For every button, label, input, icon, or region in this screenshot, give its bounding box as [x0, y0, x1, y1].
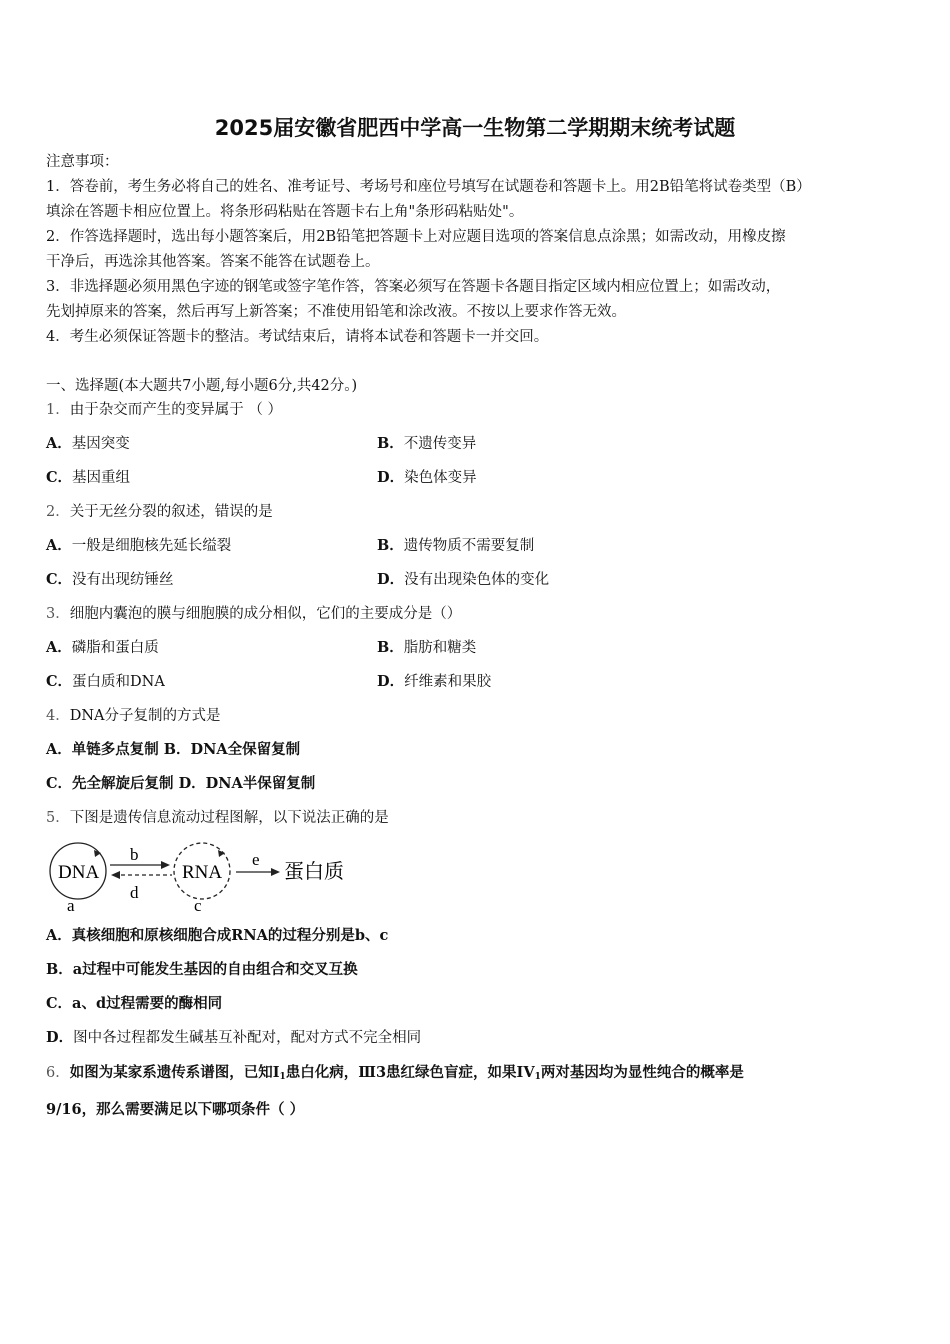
arrow-head-icon	[218, 850, 225, 857]
diagram-label-d: d	[130, 883, 139, 902]
option-label: B．	[377, 435, 404, 452]
option-text: 遗传物质不需要复制	[403, 538, 535, 554]
option-text: 纤维素和果胶	[404, 674, 492, 690]
question-5	[46, 808, 389, 828]
question-stem: 细胞内囊泡的膜与细胞膜的成分相似，它们的主要成分是（）	[69, 606, 462, 622]
option-b[interactable]	[377, 434, 476, 454]
option-label: C．	[46, 469, 73, 486]
option-label: C．	[46, 995, 73, 1012]
option-d[interactable]	[46, 1028, 421, 1048]
question-number: 5．	[46, 810, 70, 826]
question-stem: 下图是遗传信息流动过程图解，以下说法正确的是	[69, 810, 389, 826]
option-label: D．	[377, 469, 405, 486]
option-label: D．	[377, 571, 405, 588]
option-a[interactable]	[46, 926, 388, 946]
notice-line: 1．答卷前，考生务必将自己的姓名、准考证号、考场号和座位号填写在试题卷和答题卡上。用2B铅笔将试卷类型（B）	[46, 179, 811, 195]
option-d[interactable]	[377, 672, 491, 692]
option-text: 真核细胞和原核细胞合成RNA的过程分别是b、c	[71, 927, 389, 944]
option-c[interactable]	[46, 468, 130, 488]
arrow-head-icon	[161, 861, 170, 869]
notice-line: 3．非选择题必须用黑色字迹的钢笔或签字笔作答，答案必须写在答题卡各题目指定区域内相应位置上；如需改动，	[46, 279, 781, 295]
option-label: B．	[46, 961, 73, 978]
option-text: a、d过程需要的酶相同	[72, 995, 223, 1012]
option-label: D．	[377, 673, 405, 690]
option-line-cd[interactable]: C．先全解旋后复制 D．DNA半保留复制	[46, 775, 316, 792]
option-text: 基因重组	[72, 470, 131, 486]
option-c[interactable]	[46, 570, 174, 590]
question-3	[46, 604, 461, 624]
section-heading: 一、选择题(本大题共7小题,每小题6分,共42分。)	[46, 378, 358, 394]
question-number: 6．	[46, 1065, 70, 1081]
option-label: A．	[46, 639, 72, 656]
question-stem: 如图为某家系遗传系谱图，已知Ⅰ	[69, 1064, 280, 1081]
question-stem: DNA分子复制的方式是	[69, 708, 221, 724]
option-label: A．	[46, 927, 72, 944]
notice-line: 4．考生必须保证答题卡的整洁。考试结束后，请将本试卷和答题卡一并交回。	[46, 329, 549, 345]
diagram-protein: 蛋白质	[284, 861, 344, 883]
option-text: 脂肪和糖类	[403, 640, 477, 656]
question-stem: 患白化病，Ⅲ3患红绿色盲症，如果IV	[285, 1064, 535, 1081]
diagram-label-c: c	[194, 896, 202, 914]
question-6-line-2: 9/16，那么需要满足以下哪项条件（ ）	[46, 1101, 305, 1118]
option-b[interactable]	[377, 536, 534, 556]
question-4	[46, 706, 221, 726]
option-c[interactable]	[46, 994, 222, 1014]
question-number: 1．	[46, 402, 70, 418]
option-label: C．	[46, 571, 73, 588]
option-text: 基因突变	[71, 436, 130, 452]
notice-line: 2．作答选择题时，选出每小题答案后，用2B铅笔把答题卡上对应题目选项的答案信息点涂黑；如需改动，用橡皮擦	[46, 229, 786, 245]
question-number: 2．	[46, 504, 70, 520]
diagram-label-a: a	[67, 896, 75, 914]
option-label: A．	[46, 435, 72, 452]
option-text: 没有出现纺锤丝	[72, 572, 174, 588]
notice-heading: 注意事项：	[46, 154, 119, 170]
notice-line: 干净后，再选涂其他答案。答案不能答在试题卷上。	[46, 254, 380, 270]
option-label: C．	[46, 673, 73, 690]
option-line-ab[interactable]: A．单链多点复制 B．DNA全保留复制	[46, 741, 301, 758]
option-d[interactable]	[377, 468, 477, 488]
option-b[interactable]	[46, 960, 358, 980]
option-a[interactable]	[46, 638, 159, 658]
page-title: 2025届安徽省肥西中学高一生物第二学期期末统考试题	[214, 116, 736, 140]
option-text: 磷脂和蛋白质	[71, 640, 159, 656]
option-text: 一般是细胞核先延长缢裂	[71, 538, 232, 554]
option-text: a过程中可能发生基因的自由组合和交叉互换	[72, 961, 358, 978]
question-2	[46, 502, 273, 522]
option-text: 图中各过程都发生碱基互补配对，配对方式不完全相同	[73, 1030, 422, 1046]
notice-line: 先划掉原来的答案，然后再写上新答案；不准使用铅笔和涂改液。不按以上要求作答无效。	[46, 304, 626, 320]
diagram-label-e: e	[252, 850, 260, 869]
question-stem: 两对基因均为显性纯合的概率是	[540, 1064, 744, 1081]
subscript: 1	[534, 1072, 541, 1082]
option-text: 不遗传变异	[403, 436, 477, 452]
arrow-head-icon	[111, 871, 120, 879]
diagram-dna: DNA	[58, 862, 100, 883]
option-text: 没有出现染色体的变化	[404, 572, 550, 588]
question-number: 4．	[46, 708, 70, 724]
option-label: D．	[46, 1029, 74, 1046]
notice-line: 填涂在答题卡相应位置上。将条形码粘贴在答题卡右上角"条形码粘贴处"。	[46, 204, 524, 220]
option-d[interactable]	[377, 570, 549, 590]
question-stem: 关于无丝分裂的叙述，错误的是	[69, 504, 273, 520]
option-c[interactable]	[46, 672, 165, 692]
arrow-head-icon	[271, 868, 280, 876]
diagram-label-b: b	[130, 845, 139, 864]
question-stem: 由于杂交而产生的变异属于 （ ）	[69, 402, 282, 418]
option-text: 染色体变异	[404, 470, 477, 486]
question-number: 3．	[46, 606, 70, 622]
option-label: B．	[377, 537, 404, 554]
option-a[interactable]	[46, 434, 130, 454]
question-1	[46, 400, 282, 420]
question-6	[46, 1063, 744, 1087]
diagram-rna: RNA	[182, 862, 223, 883]
option-text: 蛋白质和DNA	[72, 674, 165, 690]
option-a[interactable]	[46, 536, 231, 556]
option-b[interactable]	[377, 638, 476, 658]
gene-flow-diagram	[44, 842, 364, 914]
subscript: 1	[279, 1072, 286, 1082]
option-label: A．	[46, 537, 72, 554]
option-label: B．	[377, 639, 404, 656]
